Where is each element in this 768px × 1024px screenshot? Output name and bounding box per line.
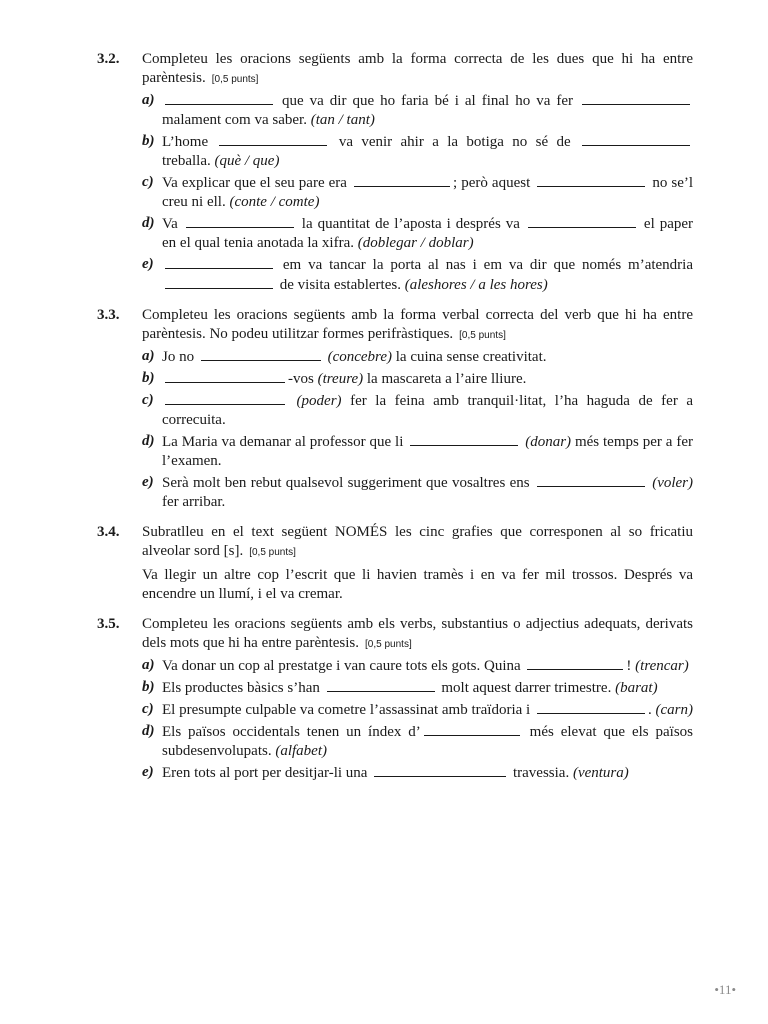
item-fragment: va venir ahir a la botiga no sé de: [338, 134, 571, 150]
list-item: [142, 132, 693, 171]
item-fragment: malament com va saber.: [162, 112, 307, 128]
answer-blank[interactable]: [582, 91, 690, 105]
list-item: [142, 347, 693, 367]
item-hint: (conte / comte): [229, 194, 320, 210]
item-text: [162, 255, 693, 295]
list-item: [142, 391, 693, 430]
answer-blank[interactable]: [186, 214, 294, 228]
exercise-instructions: [142, 523, 693, 562]
answer-blank[interactable]: [327, 678, 435, 692]
item-fragment: .: [647, 702, 652, 718]
item-fragment: El presumpte culpable va cometre l’assassinat amb traïdoria i: [162, 702, 531, 718]
answer-blank[interactable]: [528, 214, 636, 228]
answer-blank[interactable]: [424, 722, 520, 736]
exercise-3-4-header: [97, 523, 693, 604]
item-label: e): [142, 474, 154, 490]
item-hint: (aleshores / a les hores): [404, 277, 548, 293]
exercise-body: [142, 523, 693, 604]
list-item: [142, 700, 693, 720]
answer-blank[interactable]: [537, 173, 645, 187]
exercise-instructions: [142, 50, 693, 89]
points-label: [0,5 punts]: [365, 639, 412, 650]
item-fragment: Eren tots al port per desitjar-li una: [162, 765, 368, 781]
item-hint: (donar): [525, 434, 572, 450]
answer-blank[interactable]: [201, 347, 321, 361]
exercise-number: 3.2.: [97, 51, 120, 67]
item-fragment: la quantitat de l’aposta i després va: [301, 216, 520, 232]
item-hint: (ventura): [572, 765, 629, 781]
list-item: [142, 173, 693, 212]
answer-blank[interactable]: [219, 132, 327, 146]
exercise-3-5: [97, 615, 693, 783]
item-fragment: Els productes bàsics s’han: [162, 680, 320, 696]
item-text: [162, 656, 693, 676]
list-item: [142, 432, 693, 471]
exercise-instructions: [142, 306, 693, 345]
item-fragment: fer la feina amb tranquil·litat, l’ha haguda de fer a correcuita.: [162, 393, 694, 428]
answer-blank[interactable]: [165, 275, 273, 289]
list-item: [142, 656, 693, 676]
item-hint: (voler): [652, 475, 694, 491]
item-label: d): [142, 723, 155, 739]
exercise-number: 3.5.: [97, 616, 120, 632]
points-label: [0,5 punts]: [211, 74, 259, 85]
item-label: c): [142, 701, 154, 717]
item-text: [162, 678, 693, 698]
item-hint: (concebre): [327, 349, 392, 365]
list-item: [142, 91, 693, 130]
item-text: [162, 391, 693, 430]
item-text: [162, 347, 693, 367]
item-fragment: -vos: [288, 371, 314, 387]
item-fragment: molt aquest darrer trimestre.: [441, 680, 612, 696]
points-label: [0,5 punts]: [459, 330, 506, 341]
answer-blank[interactable]: [537, 700, 645, 714]
instruction-text: Completeu les oracions següents amb els verbs, substantius o adjectius adequats, derivats dels mots que hi ha entre parèntesis.: [142, 616, 693, 651]
list-item: [142, 722, 693, 761]
item-text: [162, 722, 693, 761]
item-hint: (poder): [296, 393, 342, 409]
item-fragment: ; però aquest: [453, 175, 531, 191]
item-fragment: La Maria va demanar al professor que li: [162, 434, 404, 450]
item-hint: (alfabet): [275, 743, 327, 759]
item-hint: (trencar): [635, 658, 689, 674]
item-fragment: més temps per a fer l’examen.: [162, 434, 694, 469]
item-hint: (carn): [655, 702, 693, 718]
exercise-page: [97, 50, 693, 794]
item-fragment: treballa.: [162, 153, 211, 169]
exercise-body: [142, 306, 693, 512]
instruction-text: Completeu les oracions següents amb la forma verbal correcta del verb que hi ha entre parèntesis. No podeu utilitzar formes perifràstiques.: [142, 307, 693, 342]
list-item: [142, 763, 693, 783]
item-hint: (treure): [317, 371, 364, 387]
item-label: b): [142, 133, 155, 149]
item-fragment: que va dir que ho faria bé i al final ho va fer: [282, 93, 573, 109]
item-fragment: Va: [162, 216, 178, 232]
item-hint: (doblegar / doblar): [357, 235, 474, 251]
page-number: •11•: [714, 982, 736, 997]
points-label: [0,5 punts]: [249, 547, 296, 558]
item-label: b): [142, 679, 155, 695]
item-fragment: em va tancar la porta al nas i em va dir que només m’atendria: [282, 257, 694, 273]
answer-blank[interactable]: [582, 132, 690, 146]
answer-blank[interactable]: [165, 255, 273, 269]
item-fragment: Jo no: [162, 349, 195, 365]
item-fragment: el paper en el qual tenia anotada la xifra.: [162, 216, 694, 251]
exercise-3-2: [97, 50, 693, 295]
item-text: [162, 91, 693, 130]
item-label: d): [142, 215, 155, 231]
answer-blank[interactable]: [527, 656, 623, 670]
item-label: b): [142, 370, 155, 386]
list-item: [142, 255, 693, 295]
item-text: [162, 369, 693, 389]
item-hint: (tan / tant): [310, 112, 375, 128]
item-fragment: travessia.: [512, 765, 570, 781]
list-item: [142, 678, 693, 698]
item-label: e): [142, 256, 154, 272]
answer-blank[interactable]: [410, 432, 518, 446]
answer-blank[interactable]: [165, 369, 285, 383]
item-text: [162, 432, 693, 471]
item-text: [162, 214, 693, 253]
item-label: c): [142, 392, 154, 408]
answer-blank[interactable]: [537, 473, 645, 487]
exercise-passage[interactable]: Va llegir un altre cop l’escrit que li havien tramès i en va fer mil trossos. Després va encendre un llumí, i el va cremar.: [142, 567, 693, 602]
exercise-3-5-header: [97, 615, 693, 783]
item-fragment: de visita establertes.: [279, 277, 401, 293]
item-fragment: !: [626, 658, 632, 674]
item-label: d): [142, 433, 155, 449]
item-fragment: Els països occidentals tenen un índex d’: [162, 724, 421, 740]
item-label: a): [142, 348, 155, 364]
exercise-3-2-header: [97, 50, 693, 295]
item-fragment: Va explicar que el seu pare era: [162, 175, 347, 191]
item-fragment: la mascareta a l’aire lliure.: [366, 371, 527, 387]
item-fragment: fer arribar.: [162, 494, 226, 510]
answer-blank[interactable]: [354, 173, 450, 187]
item-label: e): [142, 764, 154, 780]
exercise-body: [142, 50, 693, 295]
item-label: a): [142, 92, 155, 108]
item-text: [162, 763, 693, 783]
item-text: [162, 473, 693, 512]
exercise-number: 3.3.: [97, 307, 120, 323]
instruction-text: Subratlleu en el text següent NOMÉS les cinc grafies que corresponen al so fricatiu alveolar sord [s].: [142, 524, 693, 559]
item-fragment: Serà molt ben rebut qualsevol suggeriment que vosaltres ens: [162, 475, 530, 491]
item-text: [162, 173, 693, 212]
item-label: c): [142, 174, 154, 190]
item-fragment: no se’l creu ni ell.: [162, 175, 694, 210]
exercise-3-3-header: [97, 306, 693, 512]
list-item: [142, 473, 693, 512]
exercise-instructions: [142, 615, 693, 654]
exercise-number: 3.4.: [97, 524, 120, 540]
item-fragment: la cuina sense creativitat.: [395, 349, 547, 365]
exercise-body: [142, 615, 693, 783]
item-label: a): [142, 657, 155, 673]
answer-blank[interactable]: [374, 763, 506, 777]
exercise-3-3: [97, 306, 693, 512]
answer-blank[interactable]: [165, 91, 273, 105]
item-hint: (barat): [615, 680, 658, 696]
answer-blank[interactable]: [165, 391, 285, 405]
item-text: [162, 132, 693, 171]
item-fragment: més elevat que els països subdesenvolupats.: [162, 724, 693, 759]
list-item: [142, 369, 693, 389]
item-fragment: L’home: [162, 134, 209, 150]
exercise-3-4: [97, 523, 693, 604]
item-text: [162, 700, 693, 720]
list-item: [142, 214, 693, 253]
item-hint: (què / que): [214, 153, 280, 169]
instruction-text: Completeu les oracions següents amb la forma correcta de les dues que hi ha entre parèntesis.: [142, 51, 693, 86]
item-fragment: Va donar un cop al prestatge i van caure tots els gots. Quina: [162, 658, 521, 674]
